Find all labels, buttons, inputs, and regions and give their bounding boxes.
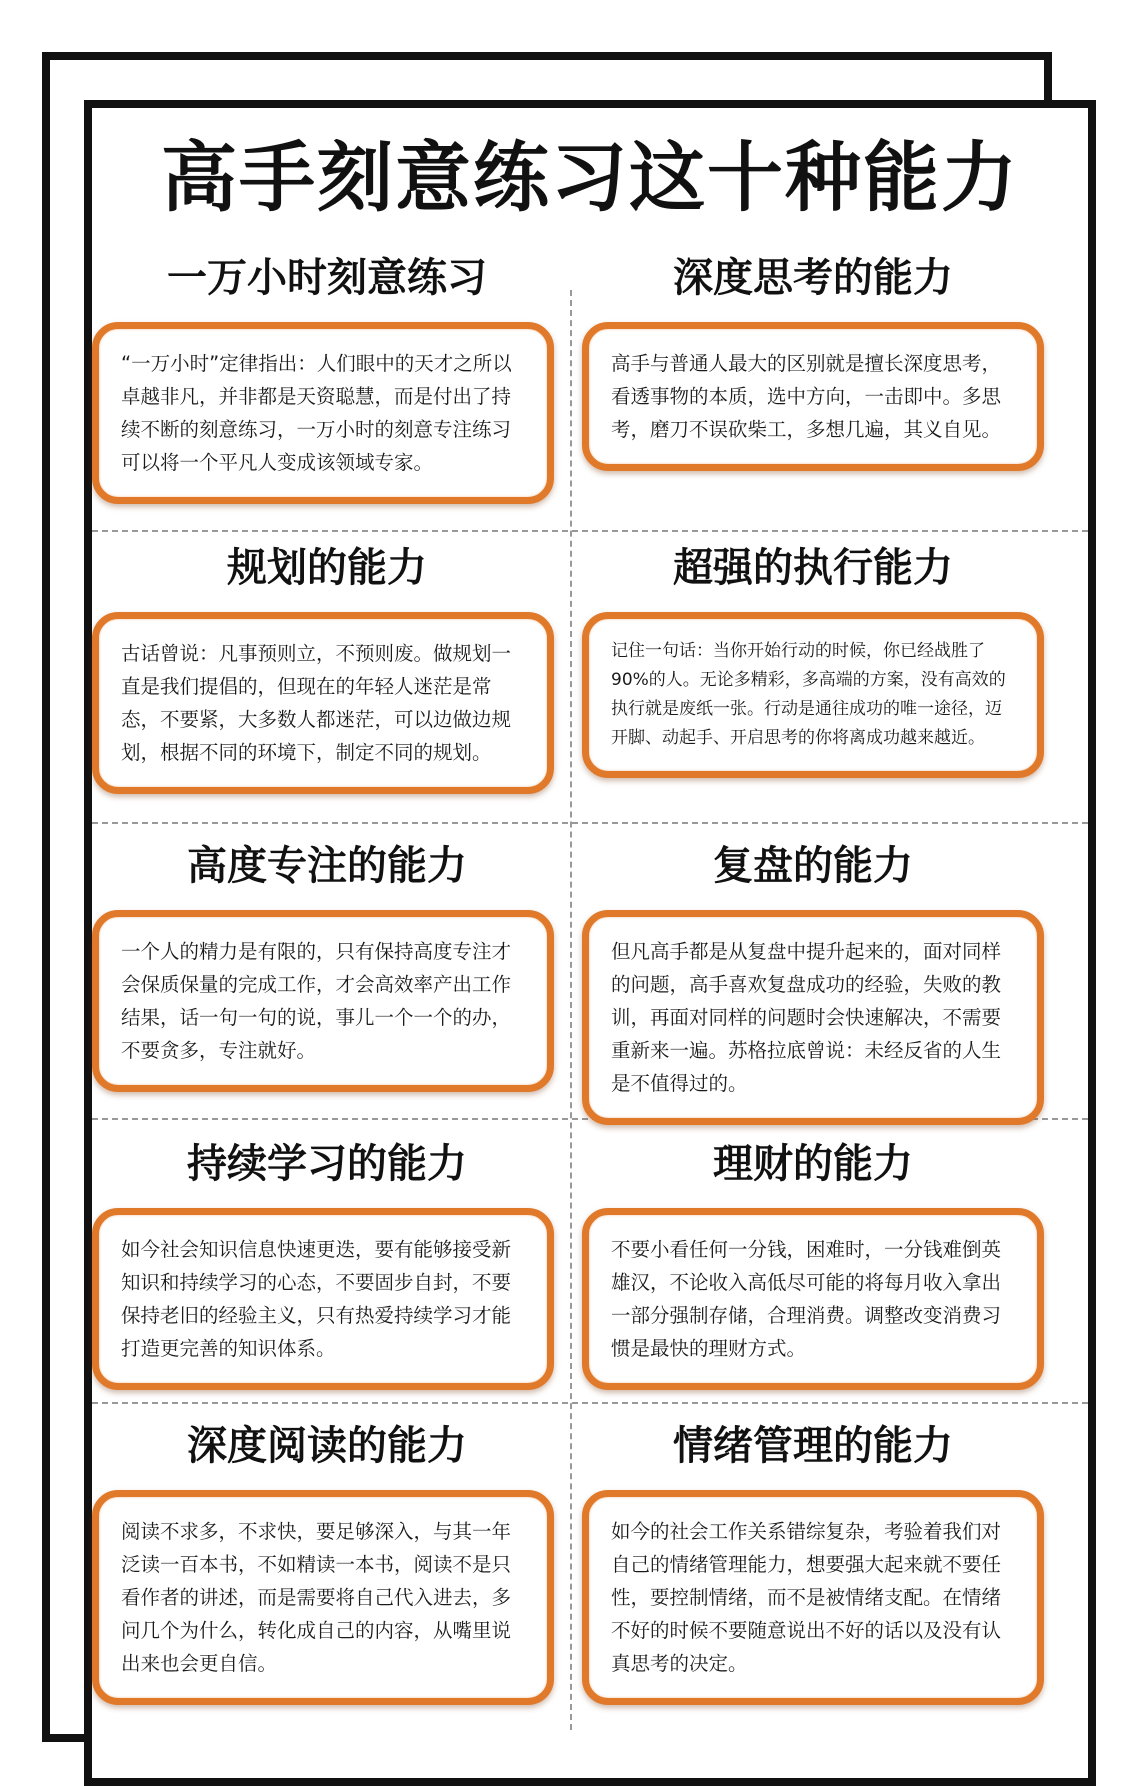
section-emotion-management bbox=[578, 1418, 1048, 1705]
section-text: 阅读不求多，不求快，要足够深入，与其一年泛读一百本书，不如精读一本书，阅读不是只看作者的讲述，而是需要将自己代入进去，多问几个为什么，转化成自己的内容，从嘴里说出来也会更自信。 bbox=[92, 1490, 554, 1705]
section-finance bbox=[578, 1136, 1048, 1390]
section-deliberate-practice bbox=[92, 250, 562, 504]
section-deep-reading bbox=[92, 1418, 562, 1705]
section-heading: 深度思考的能力 bbox=[673, 255, 953, 301]
section-text: 高手与普通人最大的区别就是擅长深度思考，看透事物的本质，选中方向，一击即中。多思考，磨刀不误砍柴工，多想几遍，其义自见。 bbox=[582, 322, 1044, 471]
vertical-divider bbox=[570, 290, 572, 1730]
section-review bbox=[578, 838, 1048, 1125]
section-execution bbox=[578, 540, 1048, 778]
section-text: 如今的社会工作关系错综复杂，考验着我们对自己的情绪管理能力，想要强大起来就不要任性，要控制情绪，而不是被情绪支配。在情绪不好的时候不要随意说出不好的话以及没有认真思考的决定。 bbox=[582, 1490, 1044, 1705]
row-divider-4 bbox=[92, 1402, 1088, 1404]
section-text: 但凡高手都是从复盘中提升起来的，面对同样的问题，高手喜欢复盘成功的经验，失败的教训，再面对同样的问题时会快速解决，不需要重新来一遍。苏格拉底曾说：未经反省的人生是不值得过的。 bbox=[582, 910, 1044, 1125]
section-text: 记住一句话：当你开始行动的时候，你已经战胜了90%的人。无论多精彩，多高端的方案，没有高效的执行就是废纸一张。行动是通往成功的唯一途径，迈开脚、动起手、开启思考的你将离成功越来越近。 bbox=[582, 612, 1044, 778]
section-heading: 超强的执行能力 bbox=[673, 545, 953, 591]
section-text: 不要小看任何一分钱，困难时，一分钱难倒英雄汉，不论收入高低尽可能的将每月收入拿出一部分强制存储，合理消费。调整改变消费习惯是最快的理财方式。 bbox=[582, 1208, 1044, 1390]
section-heading: 深度阅读的能力 bbox=[187, 1423, 467, 1469]
section-text: 古话曾说：凡事预则立，不预则废。做规划一直是我们提倡的，但现在的年轻人迷茫是常态，不要紧，大多数人都迷茫，可以边做边规划，根据不同的环境下，制定不同的规划。 bbox=[92, 612, 554, 794]
section-text: “一万小时”定律指出：人们眼中的天才之所以卓越非凡，并非都是天资聪慧，而是付出了持续不断的刻意练习，一万小时的刻意专注练习可以将一个平凡人变成该领域专家。 bbox=[92, 322, 554, 504]
row-divider-2 bbox=[92, 822, 1088, 824]
section-heading: 一万小时刻意练习 bbox=[167, 255, 487, 301]
section-focus bbox=[92, 838, 562, 1092]
section-heading: 复盘的能力 bbox=[713, 843, 913, 889]
section-deep-thinking bbox=[578, 250, 1048, 471]
section-text: 如今社会知识信息快速更迭，要有能够接受新知识和持续学习的心态，不要固步自封，不要保持老旧的经验主义，只有热爱持续学习才能打造更完善的知识体系。 bbox=[92, 1208, 554, 1390]
page-title: 高手刻意练习这十种能力 bbox=[161, 133, 1019, 222]
section-continuous-learning bbox=[92, 1136, 562, 1390]
section-heading: 理财的能力 bbox=[713, 1141, 913, 1187]
section-text: 一个人的精力是有限的，只有保持高度专注才会保质保量的完成工作，才会高效率产出工作结果，话一句一句的说，事儿一个一个的办，不要贪多，专注就好。 bbox=[92, 910, 554, 1092]
row-divider-1 bbox=[92, 530, 1088, 532]
section-planning bbox=[92, 540, 562, 794]
section-heading: 持续学习的能力 bbox=[187, 1141, 467, 1187]
section-heading: 高度专注的能力 bbox=[187, 843, 467, 889]
section-heading: 规划的能力 bbox=[227, 545, 427, 591]
section-heading: 情绪管理的能力 bbox=[673, 1423, 953, 1469]
